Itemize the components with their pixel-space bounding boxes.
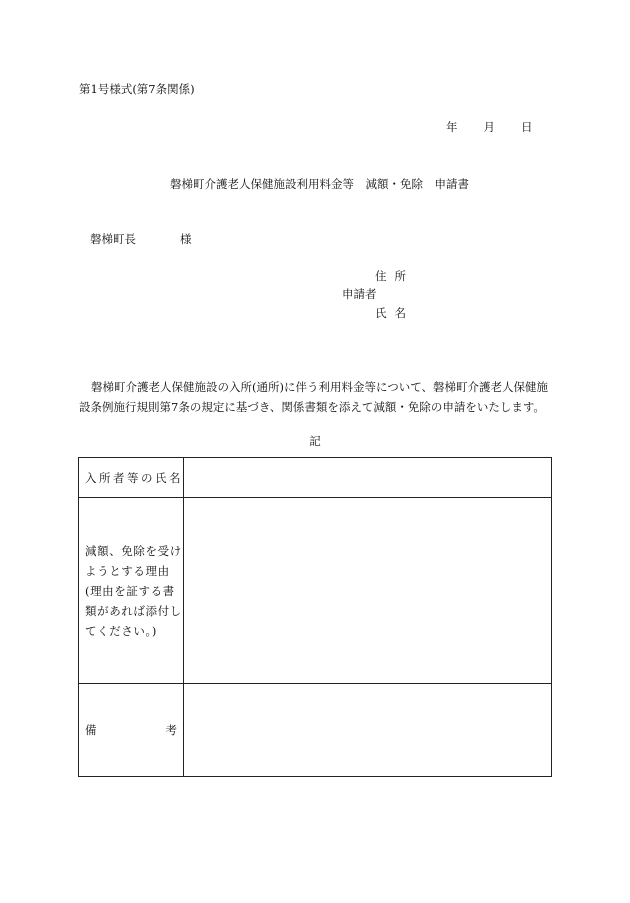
table-row <box>79 498 552 684</box>
resident-name-label: 入所者等の氏名 <box>85 470 183 485</box>
applicant-name-label: 氏名 <box>375 306 414 320</box>
addressee-name: 磐梯町長 <box>90 232 136 246</box>
document-title <box>0 176 630 192</box>
remarks-field[interactable] <box>184 684 552 777</box>
application-statement: 磐梯町介護老人保健施設の入所(通所)に伴う利用料金等について、磐梯町介護老人保健施設条例施行規則第7条の規定に基づき、関係書類を添えて減額・免除の申請をいたします。 <box>79 380 549 414</box>
remarks-label-left: 備 <box>85 723 97 737</box>
resident-name-field[interactable] <box>184 458 552 498</box>
date-year: 年 <box>446 120 458 134</box>
date-month: 月 <box>483 120 495 134</box>
date-day: 日 <box>521 120 533 134</box>
reason-label: 減額、免除を受けようとする理由(理由を証する書類があれば添付してください。) <box>85 543 182 638</box>
applicant-label: 申請者 <box>342 287 377 301</box>
table-row <box>79 684 552 777</box>
remarks-label <box>79 722 183 738</box>
resident-name-label-cell <box>79 458 184 498</box>
applicant-address-label: 住所 <box>375 269 414 283</box>
remarks-label-right: 考 <box>165 723 177 737</box>
form-number: 第1号様式(第7条関係) <box>79 82 195 96</box>
reason-field[interactable] <box>184 498 552 684</box>
addressee <box>90 231 192 247</box>
document-title-text: 磐梯町介護老人保健施設利用料金等 減額・免除 申請書 <box>170 177 469 191</box>
application-form-table <box>78 457 552 777</box>
ki-heading: 記 <box>309 434 321 448</box>
table-row <box>79 458 552 498</box>
remarks-label-cell <box>79 684 184 777</box>
addressee-honorific: 様 <box>180 232 192 246</box>
reason-label-cell <box>79 498 184 684</box>
date-line <box>446 119 533 135</box>
